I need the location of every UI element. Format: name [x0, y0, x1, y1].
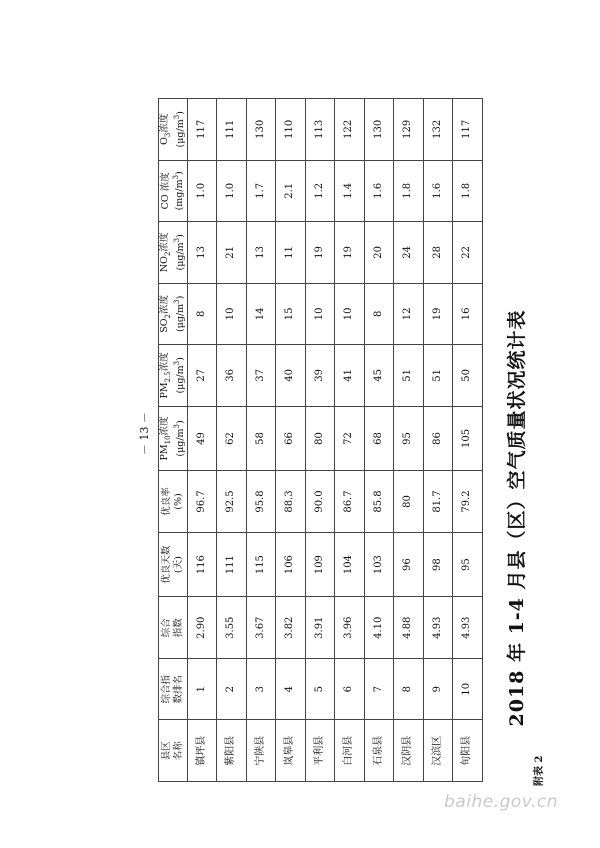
table-row: [217, 99, 247, 782]
cell-pm25: 41: [335, 345, 365, 407]
cell-index: 3.67: [246, 597, 276, 659]
cell-county: 汉滨区: [423, 720, 453, 782]
cell-o3: 130: [364, 99, 394, 161]
cell-co: 2.1: [276, 160, 306, 222]
cell-pm10: 72: [335, 406, 365, 471]
cell-pm25: 51: [423, 345, 453, 407]
cell-rank: 9: [423, 658, 453, 720]
cell-o3: 113: [305, 99, 335, 161]
cell-pm25: 27: [187, 345, 217, 407]
cell-o3: 110: [276, 99, 306, 161]
cell-index: 4.93: [453, 597, 483, 659]
cell-index: 2.90: [187, 597, 217, 659]
cell-pm10: 80: [305, 406, 335, 471]
table-title: 2018 年 1-4 月县（区）空气质量状况统计表: [506, 309, 528, 727]
cell-co: 1.4: [335, 160, 365, 222]
cell-county: 宁陕县: [246, 720, 276, 782]
cell-index: 3.55: [217, 597, 247, 659]
cell-pm10: 68: [364, 406, 394, 471]
cell-no2: 11: [276, 222, 306, 284]
col-header-o3: $O_3$浓度 $(\mu g/m^3)$: [159, 99, 188, 161]
cell-index: 3.96: [335, 597, 365, 659]
cell-good-rate: 85.8: [364, 471, 394, 533]
cell-pm25: 39: [305, 345, 335, 407]
cell-county: 平利县: [305, 720, 335, 782]
table-row: [305, 99, 335, 782]
cell-index: 3.82: [276, 597, 306, 659]
cell-so2: 14: [246, 283, 276, 345]
page-number: － 13 －: [138, 412, 151, 455]
cell-county: 汉阴县: [394, 720, 424, 782]
cell-co: 1.6: [364, 160, 394, 222]
cell-o3: 130: [246, 99, 276, 161]
cell-good-rate: 88.3: [276, 471, 306, 533]
table-row: [187, 99, 217, 782]
air-quality-table: [158, 98, 483, 782]
cell-o3: 122: [335, 99, 365, 161]
cell-co: 1.0: [217, 160, 247, 222]
cell-so2: 16: [453, 283, 483, 345]
cell-no2: 22: [453, 222, 483, 284]
cell-good-rate: 80: [394, 471, 424, 533]
cell-no2: 13: [187, 222, 217, 284]
cell-rank: 8: [394, 658, 424, 720]
cell-so2: 8: [364, 283, 394, 345]
cell-pm10: 66: [276, 406, 306, 471]
col-header-pm10: $PM_{10}$浓度 $(\mu g/m^3)$: [159, 406, 188, 471]
cell-good-days: 104: [335, 532, 365, 597]
table-row: [394, 99, 424, 782]
cell-co: 1.0: [187, 160, 217, 222]
cell-county: 石泉县: [364, 720, 394, 782]
cell-good-rate: 92.5: [217, 471, 247, 533]
cell-pm25: 40: [276, 345, 306, 407]
cell-rank: 5: [305, 658, 335, 720]
cell-good-days: 98: [423, 532, 453, 597]
cell-good-days: 115: [246, 532, 276, 597]
col-header-co: CO 浓度 $(mg/m^3)$: [159, 160, 188, 222]
cell-o3: 117: [453, 99, 483, 161]
cell-so2: 15: [276, 283, 306, 345]
cell-rank: 10: [453, 658, 483, 720]
cell-good-rate: 96.7: [187, 471, 217, 533]
cell-good-days: 103: [364, 532, 394, 597]
table-row: [453, 99, 483, 782]
cell-good-days: 116: [187, 532, 217, 597]
cell-good-days: 96: [394, 532, 424, 597]
appendix-label: 附表 2: [534, 755, 545, 786]
cell-so2: 19: [423, 283, 453, 345]
col-header-no2: $NO_2$浓度 $(\mu g/m^3)$: [159, 222, 188, 284]
cell-so2: 10: [335, 283, 365, 345]
cell-rank: 7: [364, 658, 394, 720]
cell-county: 白河县: [335, 720, 365, 782]
cell-o3: 117: [187, 99, 217, 161]
col-header-rank: 综合指 数排名: [159, 658, 188, 720]
cell-no2: 20: [364, 222, 394, 284]
cell-county: 岚皋县: [276, 720, 306, 782]
cell-no2: 28: [423, 222, 453, 284]
watermark: baihe.gov.cn: [444, 792, 558, 812]
cell-pm10: 105: [453, 406, 483, 471]
cell-so2: 10: [305, 283, 335, 345]
cell-no2: 13: [246, 222, 276, 284]
cell-co: 1.2: [305, 160, 335, 222]
col-header-good-days: 优良天数 (天): [159, 532, 188, 597]
cell-o3: 129: [394, 99, 424, 161]
table-body: [187, 99, 482, 782]
cell-rank: 1: [187, 658, 217, 720]
cell-pm25: 50: [453, 345, 483, 407]
table-row: [364, 99, 394, 782]
table-row: [335, 99, 365, 782]
cell-good-rate: 79.2: [453, 471, 483, 533]
table-row: [276, 99, 306, 782]
cell-pm10: 62: [217, 406, 247, 471]
cell-so2: 12: [394, 283, 424, 345]
cell-good-days: 106: [276, 532, 306, 597]
cell-pm25: 51: [394, 345, 424, 407]
cell-co: 1.8: [394, 160, 424, 222]
cell-no2: 24: [394, 222, 424, 284]
cell-rank: 2: [217, 658, 247, 720]
cell-o3: 132: [423, 99, 453, 161]
cell-o3: 111: [217, 99, 247, 161]
col-header-index: 综合 指数: [159, 597, 188, 659]
col-header-so2: $SO_2$浓度 $(\mu g/m^3)$: [159, 283, 188, 345]
cell-index: 4.88: [394, 597, 424, 659]
air-quality-table-wrap: [158, 98, 483, 782]
cell-no2: 19: [305, 222, 335, 284]
cell-county: 镇坪县: [187, 720, 217, 782]
cell-pm25: 36: [217, 345, 247, 407]
cell-no2: 21: [217, 222, 247, 284]
col-header-good-rate: 优良率 (%): [159, 471, 188, 533]
table-row: [246, 99, 276, 782]
cell-so2: 10: [217, 283, 247, 345]
cell-pm10: 58: [246, 406, 276, 471]
cell-rank: 6: [335, 658, 365, 720]
cell-index: 3.91: [305, 597, 335, 659]
cell-index: 4.10: [364, 597, 394, 659]
cell-county: 旬阳县: [453, 720, 483, 782]
cell-good-rate: 90.0: [305, 471, 335, 533]
cell-good-rate: 95.8: [246, 471, 276, 533]
cell-good-days: 109: [305, 532, 335, 597]
cell-no2: 19: [335, 222, 365, 284]
cell-rank: 3: [246, 658, 276, 720]
cell-good-rate: 86.7: [335, 471, 365, 533]
table-header-row: [159, 99, 188, 782]
cell-co: 1.7: [246, 160, 276, 222]
cell-co: 1.8: [453, 160, 483, 222]
cell-pm10: 86: [423, 406, 453, 471]
col-header-pm25: $PM_{2.5}$浓度 $(\mu g/m^3)$: [159, 345, 188, 407]
cell-county: 紫阳县: [217, 720, 247, 782]
table-row: [423, 99, 453, 782]
cell-rank: 4: [276, 658, 306, 720]
cell-good-days: 95: [453, 532, 483, 597]
col-header-county: 县区 名称: [159, 720, 188, 782]
cell-good-days: 111: [217, 532, 247, 597]
cell-pm10: 95: [394, 406, 424, 471]
cell-pm25: 45: [364, 345, 394, 407]
cell-pm25: 37: [246, 345, 276, 407]
cell-good-rate: 81.7: [423, 471, 453, 533]
cell-so2: 8: [187, 283, 217, 345]
cell-index: 4.93: [423, 597, 453, 659]
cell-pm10: 49: [187, 406, 217, 471]
cell-co: 1.6: [423, 160, 453, 222]
